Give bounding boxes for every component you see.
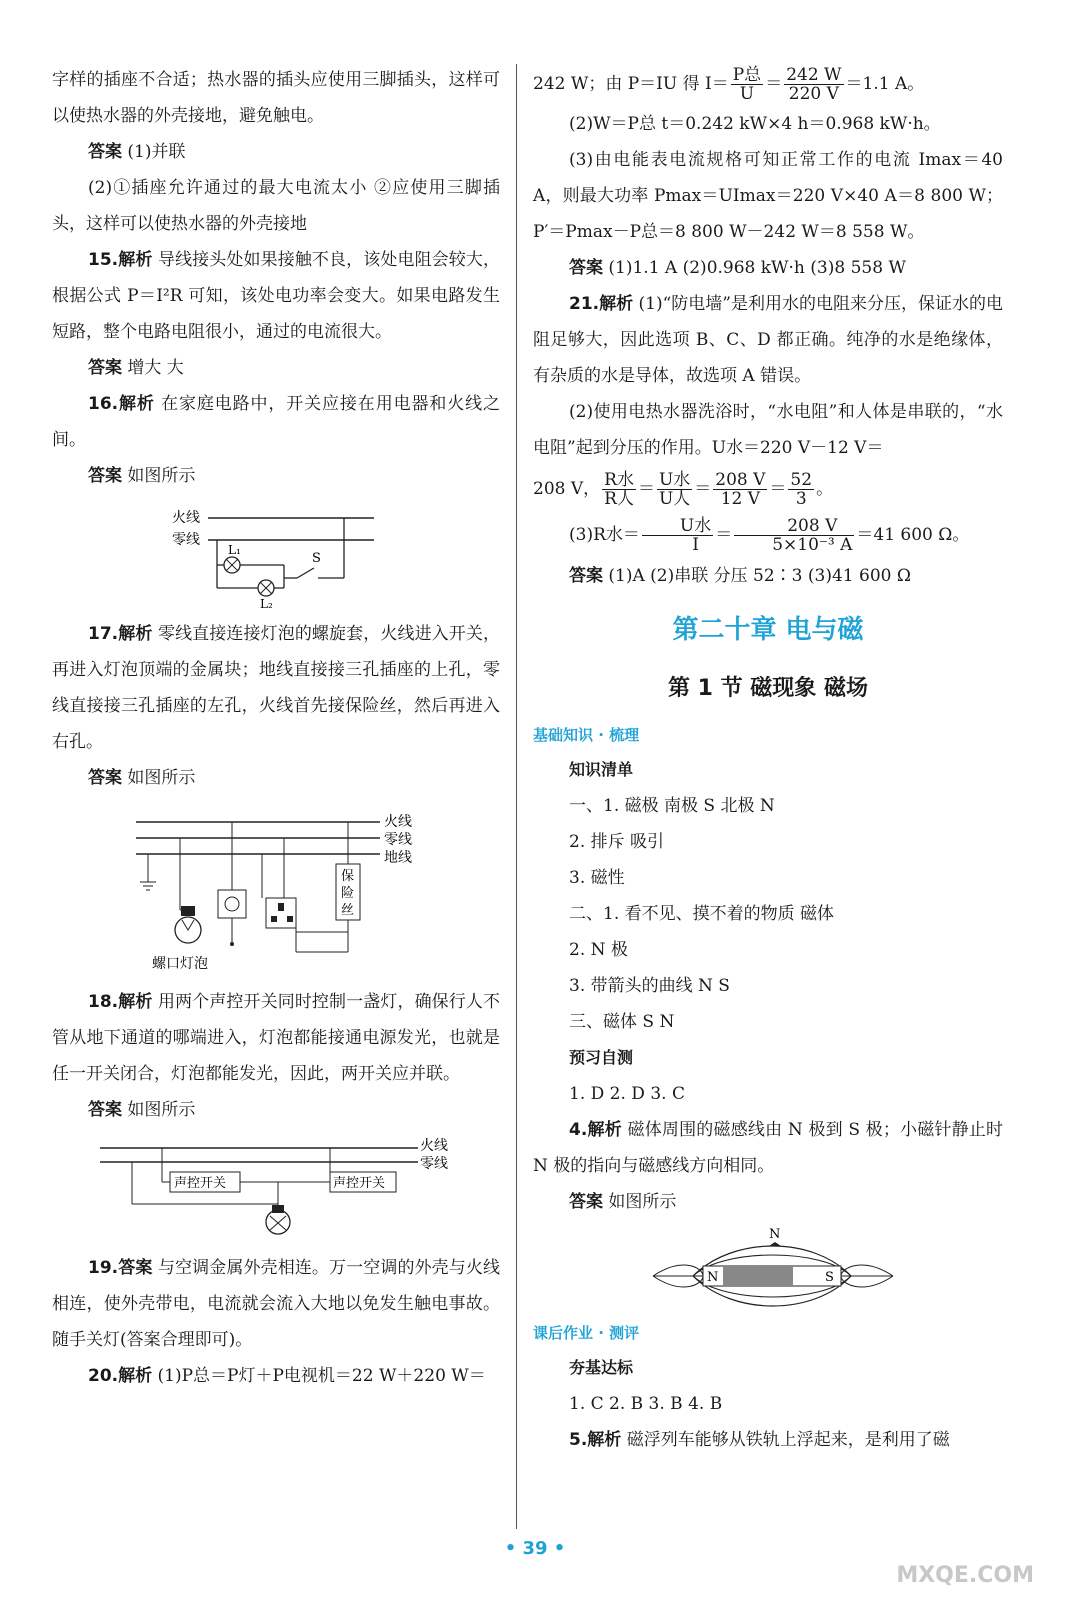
answer-text: 增大 大	[127, 358, 184, 378]
question-17	[52, 616, 500, 760]
analysis-text: 磁体周围的磁感线由 N 极到 S 极；小磁针静止时 N 极的指向与磁感线方向相同。	[533, 1120, 1004, 1176]
three-hole-socket	[266, 898, 296, 928]
question-number: 18.	[88, 992, 119, 1012]
answer-text: 如图所示	[608, 1192, 677, 1212]
answer-text: (1)并联	[127, 142, 186, 162]
question-20	[52, 1358, 500, 1394]
homework-answers: 1. C 2. B 3. B 4. B	[569, 1394, 723, 1414]
fraction-denominator: 3	[795, 489, 807, 509]
live-wire-label: 火线	[172, 510, 200, 526]
analysis-label: 解析	[118, 992, 153, 1012]
answer-17	[52, 760, 500, 796]
q20-line1: 242 W；由 P＝IU 得 I＝ $\frac{\text{P总}}{U}$ ＝ $\frac{242 W}{220 V}$ ＝1.1 A。	[533, 65, 925, 104]
lamp-l1-label: L₁	[228, 543, 241, 557]
question-number: 17.	[88, 624, 119, 644]
homework-heading: 课后作业 · 测评	[533, 1324, 640, 1342]
preview-answers: 1. D 2. D 3. C	[569, 1084, 685, 1104]
section-title: 第 1 节 磁现象 磁场	[668, 676, 868, 701]
sound-switch-2-label: 声控开关	[333, 1176, 386, 1191]
fraction-u-over-i	[642, 517, 713, 554]
lamp-l2-label: L₂	[260, 597, 273, 610]
knowledge-list-heading: 知识清单	[569, 760, 634, 779]
ground-wire-label: 地线	[384, 850, 412, 866]
fraction-numerator: R水	[604, 470, 634, 490]
knowledge-item: 2. N 极	[569, 940, 628, 960]
analysis-label: 解析	[599, 294, 634, 314]
fuse-label-3: 丝	[341, 903, 355, 918]
question-number: 19.	[88, 1258, 119, 1278]
q20-text-a: 242 W；由 P＝IU 得 I＝	[533, 74, 729, 94]
knowledge-item: 2. 排斥 吸引	[569, 832, 665, 852]
answer-text: 如图所示	[127, 466, 196, 486]
answer-label: 答案	[88, 358, 122, 378]
switch-s-label: S	[312, 551, 321, 566]
answer-16	[52, 458, 500, 494]
q20-part2: (2)W＝P总 t＝0.242 kW×4 h＝0.968 kW·h。	[569, 114, 941, 134]
answer-text: 如图所示	[127, 1100, 196, 1120]
fraction-208-over-current	[734, 517, 854, 554]
answer-text: (1)A (2)串联 分压 52∶3 (3)41 600 Ω	[608, 566, 911, 586]
basic-standard-heading: 夯基达标	[569, 1358, 634, 1377]
question-number: 4.	[569, 1120, 588, 1140]
q21-part3-text-b: ＝41 600 Ω。	[856, 525, 970, 545]
circuit-diagram-17	[52, 802, 500, 978]
analysis-text: 磁浮列车能够从铁轨上浮起来，是利用了磁	[626, 1430, 950, 1450]
question-16	[52, 386, 500, 458]
fraction-242-over-220	[784, 66, 843, 103]
fraction-numerator: U水	[658, 470, 691, 490]
knowledge-item: 三、磁体 S N	[569, 1012, 675, 1032]
analysis-label: 解析	[118, 250, 153, 270]
live-wire-label: 火线	[384, 814, 412, 830]
answer-15	[52, 350, 500, 386]
fraction-u-ratio	[657, 471, 692, 508]
question-19	[52, 1250, 500, 1358]
question-number: 15.	[88, 250, 119, 270]
circuit-diagram-18	[52, 1134, 500, 1244]
fraction-denominator: U人	[658, 489, 691, 509]
fraction-p-over-u	[731, 66, 763, 103]
switch-s	[297, 568, 314, 578]
fraction-denominator: 5×10⁻³ A	[772, 535, 853, 555]
fraction-numerator: P总	[732, 65, 762, 85]
analysis-text: 导线接头处如果接触不良，该处电阻会较大，根据公式 P＝I²R 可知，该处电功率会变大。如果电路发生短路，整个电路电阻很小，通过的电流很大。	[52, 250, 501, 342]
fraction-52-over-3	[788, 471, 814, 508]
question-21	[533, 286, 1003, 394]
fraction-denominator: U	[739, 84, 755, 104]
neutral-wire-label: 零线	[172, 532, 200, 548]
neutral-wire-label: 零线	[420, 1156, 448, 1172]
analysis-text: (1)P总＝P灯＋P电视机＝22 W＋220 W＝	[157, 1366, 486, 1386]
question-number: 20.	[88, 1366, 119, 1386]
question-15	[52, 242, 500, 350]
sound-switch-1-label: 声控开关	[174, 1176, 227, 1191]
compass-needle	[769, 1242, 781, 1246]
page-number: • 39 •	[504, 1538, 566, 1559]
answer-label: 答案	[88, 1100, 122, 1120]
fraction-numerator: 208 V	[715, 470, 766, 490]
knowledge-item: 一、1. 磁极 南极 S 北极 N	[569, 796, 775, 816]
q20-part3: (3)由电能表电流规格可知正常工作的电流 Imax＝40 A，则最大功率 Pmax＝UImax＝220 V×40 A＝8 800 W；P′＝Pmax－P总＝8 800 W－242 W＝8 558 W。	[533, 150, 1003, 242]
analysis-label: 解析	[118, 624, 153, 644]
answer-label: 答案	[569, 258, 603, 278]
question-number: 16.	[88, 394, 119, 414]
preview-test-heading: 预习自测	[569, 1048, 634, 1067]
answer-label: 答案	[88, 768, 122, 788]
fraction-numerator: 208 V	[734, 517, 854, 536]
right-column	[533, 62, 1003, 1458]
answer-label: 答案	[118, 1258, 153, 1278]
analysis-text: 在家庭电路中，开关应接在用电器和火线之间。	[52, 394, 501, 450]
q21-part3-text-a: (3)R水＝	[569, 525, 640, 545]
lamp	[266, 1210, 290, 1234]
left-column	[52, 62, 500, 1394]
knowledge-item: 3. 磁性	[569, 868, 625, 888]
south-pole-label: S	[825, 1270, 834, 1285]
fraction-208-over-12	[713, 471, 767, 508]
answer-label: 答案	[88, 466, 122, 486]
analysis-label: 解析	[587, 1120, 622, 1140]
answer-14-line2: (2)①插座允许通过的最大电流太小 ②应使用三脚插头，这样可以使热水器的外壳接地	[52, 178, 500, 234]
q21-ratio-line: 208 V， $\frac{\text{R水}}{\text{R人}}$ ＝ $\frac{\text{U水}}{\text{U人}}$ ＝ $\frac{208 V}{12 V}$ ＝ $\frac{52}{3}$ 。	[533, 470, 834, 509]
q20-text-b: ＝1.1 A。	[845, 74, 925, 94]
fraction-denominator: R人	[604, 489, 634, 509]
analysis-label: 解析	[118, 394, 155, 414]
question-5	[533, 1422, 1003, 1458]
column-divider	[516, 64, 517, 1529]
north-pole-label: N	[707, 1270, 719, 1285]
fraction-r-ratio	[602, 471, 636, 508]
answer-4	[533, 1184, 1003, 1220]
q21-text: 208 V，	[533, 479, 601, 499]
live-wire-label: 火线	[420, 1138, 448, 1154]
q21-part2: (2)使用电热水器洗浴时，“水电阻”和人体是串联的，“水电阻”起到分压的作用。U水＝220 V－12 V＝	[533, 402, 1003, 458]
analysis-label: 解析	[118, 1366, 153, 1386]
watermark: MXQE.COM	[896, 1563, 1034, 1588]
analysis-label: 解析	[587, 1430, 622, 1450]
answer-label: 答案	[569, 1192, 603, 1212]
chapter-title: 第二十章 电与磁	[672, 615, 864, 645]
answer-21	[533, 558, 1003, 594]
q21-part3: (3)R水＝ $\frac{\text{U水}}{I}$ ＝ $\frac{208 V}{\text{5×10⁻³ A}}$ ＝41 600 Ω。	[569, 516, 970, 555]
bar-magnet-shaded	[723, 1266, 793, 1286]
fraction-denominator: 12 V	[720, 489, 760, 509]
question-18	[52, 984, 500, 1092]
fuse-label-2: 险	[341, 886, 355, 901]
fraction-denominator: 220 V	[788, 84, 839, 104]
answer-20	[533, 250, 1003, 286]
answer-text: 与空调金属外壳相连。万一空调的外壳与火线相连，使外壳带电，电流就会流入大地以免发生触电事故。随手关灯(答案合理即可)。	[52, 1258, 501, 1350]
answer-label: 答案	[569, 566, 603, 586]
answer-label: 答案	[88, 142, 122, 162]
knowledge-item: 3. 带箭头的曲线 N S	[569, 976, 730, 996]
question-number: 21.	[569, 294, 600, 314]
neutral-wire-label: 零线	[384, 832, 412, 848]
analysis-text: 用两个声控开关同时控制一盏灯，确保行人不管从地下通道的哪端进入，灯泡都能接通电源发光，也就是任一开关闭合，灯泡都能发光，因此，两开关应并联。	[52, 992, 501, 1084]
circuit-diagram-16	[52, 500, 500, 610]
compass-north-label: N	[769, 1227, 781, 1242]
fraction-numerator: U水	[642, 517, 713, 536]
question-4	[533, 1112, 1003, 1184]
answer-18	[52, 1092, 500, 1128]
screw-bulb-label: 螺口灯泡	[152, 956, 208, 972]
fuse-label-1: 保	[341, 869, 355, 884]
fraction-denominator: I	[692, 535, 699, 555]
q14-continuation: 字样的插座不合适；热水器的插头应使用三脚插头，这样可以使热水器的外壳接地，避免触电。	[52, 70, 500, 126]
bar-magnet-field-diagram	[533, 1226, 1003, 1310]
answer-14-line1	[52, 134, 500, 170]
fraction-numerator: 242 W	[786, 65, 842, 85]
knowledge-item: 二、1. 看不见、摸不着的物质 磁体	[569, 904, 835, 924]
basic-knowledge-heading: 基础知识 · 梳理	[533, 726, 640, 744]
answer-text: (1)1.1 A (2)0.968 kW·h (3)8 558 W	[608, 258, 906, 278]
analysis-text: 零线直接连接灯泡的螺旋套，火线进入开关，再进入灯泡顶端的金属块；地线直接接三孔插座的上孔，零线直接接三孔插座的左孔，火线首先接保险丝，然后再进入右孔。	[52, 624, 501, 752]
question-number: 5.	[569, 1430, 588, 1450]
fraction-numerator: 52	[790, 470, 813, 490]
answer-text: 如图所示	[127, 768, 196, 788]
analysis-text: (1)“防电墙”是利用水的电阻来分压，保证水的电阻足够大，因此选项 B、C、D 都正确。纯净的水是绝缘体，有杂质的水是导体，故选项 A 错误。	[533, 294, 1003, 386]
